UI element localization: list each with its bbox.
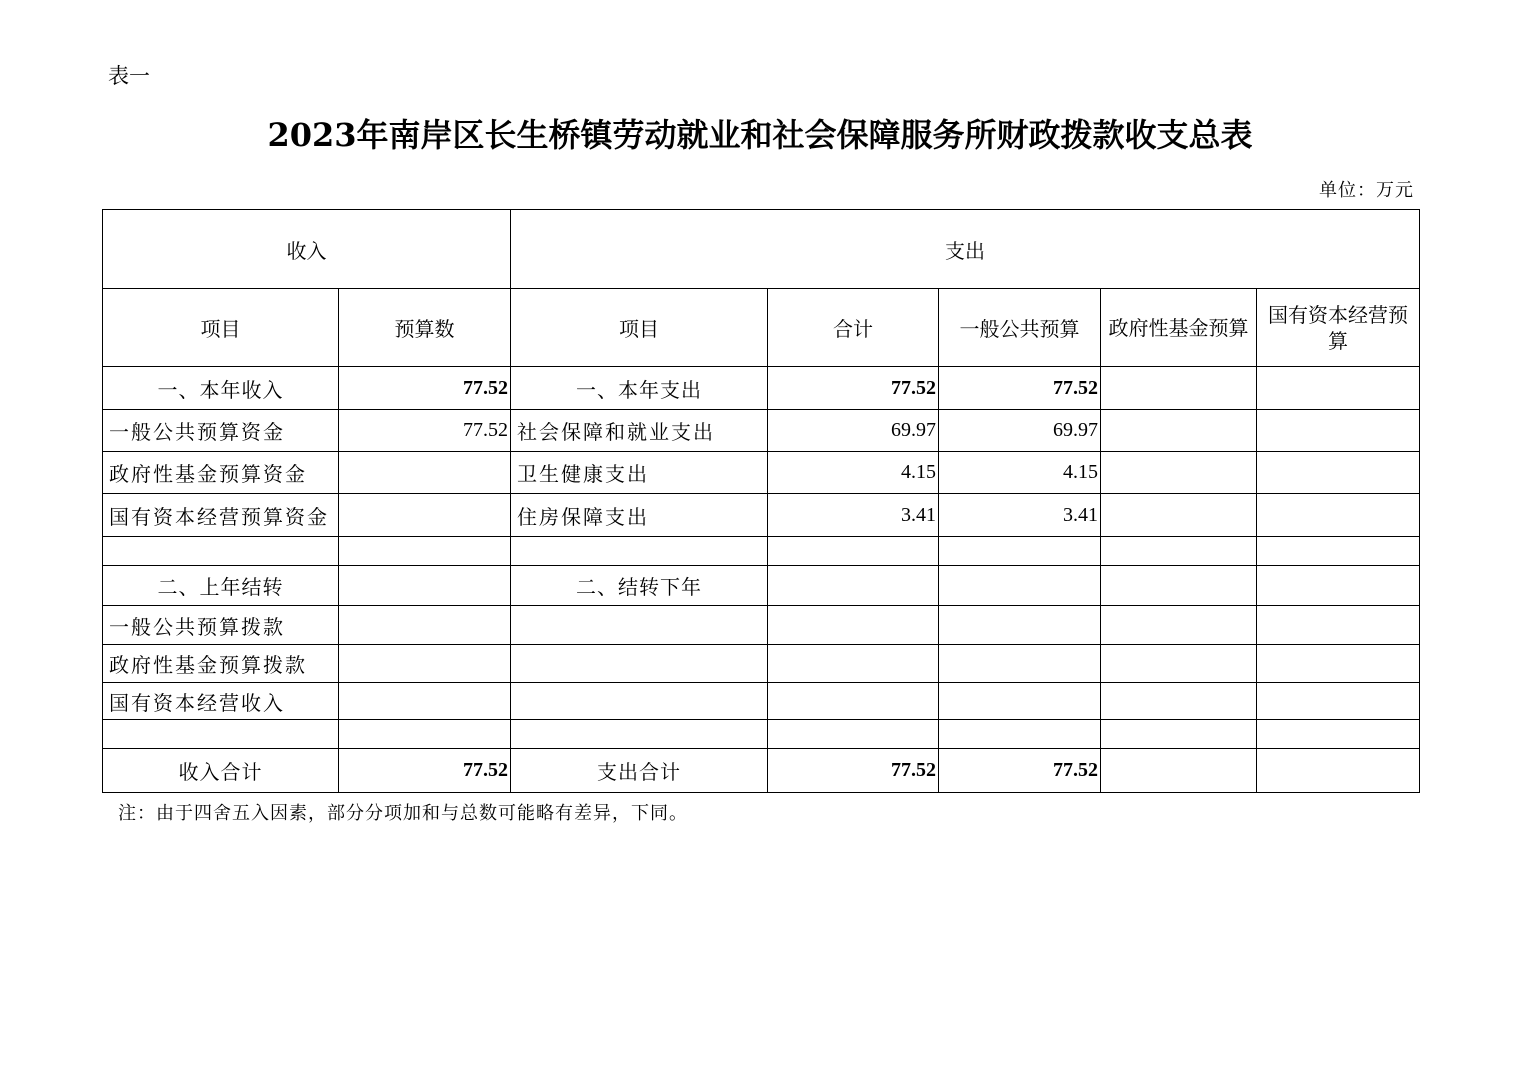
expense-state-cell — [1257, 720, 1420, 749]
expense-state-cell — [1257, 683, 1420, 720]
header-row-2 — [103, 289, 1420, 367]
income-total-value: 77.52 — [339, 749, 511, 793]
expense-general-cell: 4.15 — [939, 452, 1101, 494]
expense-general-cell — [939, 645, 1101, 683]
expense-total-label: 支出合计 — [511, 749, 768, 793]
expense-item-cell: 一、本年支出 — [511, 367, 768, 410]
income-header: 收入 — [103, 210, 511, 289]
expense-total-cell — [768, 720, 939, 749]
expense-item-cell — [511, 537, 768, 566]
expense-item-cell — [511, 720, 768, 749]
income-item-cell: 一般公共预算资金 — [103, 410, 339, 452]
gov-fund-header: 政府性基金预算 — [1101, 289, 1257, 367]
table-row — [103, 452, 1420, 494]
income-value-cell — [339, 494, 511, 537]
expense-total-header: 合计 — [768, 289, 939, 367]
expense-gov-cell — [1101, 410, 1257, 452]
expense-total-cell: 4.15 — [768, 452, 939, 494]
expense-total-cell — [768, 566, 939, 606]
income-item-cell: 二、上年结转 — [103, 566, 339, 606]
expense-state-cell — [1257, 452, 1420, 494]
expense-gov-cell — [1101, 720, 1257, 749]
state-capital-header: 国有资本经营预算 — [1257, 289, 1420, 367]
income-item-header: 项目 — [103, 289, 339, 367]
income-item-cell: 一般公共预算拨款 — [103, 606, 339, 645]
table-row — [103, 494, 1420, 537]
expense-general-total: 77.52 — [939, 749, 1101, 793]
expense-total-value: 77.52 — [768, 749, 939, 793]
income-item-cell: 一、本年收入 — [103, 367, 339, 410]
expense-item-cell: 社会保障和就业支出 — [511, 410, 768, 452]
income-item-cell — [103, 720, 339, 749]
income-value-cell — [339, 683, 511, 720]
income-item-cell: 政府性基金预算资金 — [103, 452, 339, 494]
expense-gov-cell — [1101, 566, 1257, 606]
income-item-cell: 政府性基金预算拨款 — [103, 645, 339, 683]
expense-gov-cell — [1101, 494, 1257, 537]
income-item-cell: 国有资本经营预算资金 — [103, 494, 339, 537]
expense-state-cell — [1257, 566, 1420, 606]
footnote: 注：由于四舍五入因素，部分分项加和与总数可能略有差异，下同。 — [118, 803, 688, 824]
expense-item-header: 项目 — [511, 289, 768, 367]
expense-gov-cell — [1101, 606, 1257, 645]
table-row — [103, 537, 1420, 566]
expense-total-cell: 3.41 — [768, 494, 939, 537]
expense-gov-cell — [1101, 645, 1257, 683]
table-row — [103, 410, 1420, 452]
table-row — [103, 720, 1420, 749]
expense-general-cell: 77.52 — [939, 367, 1101, 410]
unit-label: 单位：万元 — [1319, 180, 1414, 201]
expense-general-cell: 3.41 — [939, 494, 1101, 537]
expense-total-cell: 69.97 — [768, 410, 939, 452]
general-budget-header: 一般公共预算 — [939, 289, 1101, 367]
expense-item-cell — [511, 606, 768, 645]
expense-gov-cell — [1101, 367, 1257, 410]
expense-general-cell — [939, 720, 1101, 749]
expense-general-cell — [939, 683, 1101, 720]
income-value-cell — [339, 606, 511, 645]
expense-total-cell — [768, 683, 939, 720]
expense-gov-cell — [1101, 452, 1257, 494]
income-value-cell — [339, 566, 511, 606]
header-row-1 — [103, 210, 1420, 289]
expense-gov-cell — [1101, 537, 1257, 566]
total-row — [103, 749, 1420, 793]
budget-table — [102, 209, 1420, 793]
expense-state-cell — [1257, 606, 1420, 645]
expense-total-cell — [768, 537, 939, 566]
expense-total-cell — [768, 645, 939, 683]
expense-general-cell — [939, 537, 1101, 566]
expense-general-cell — [939, 566, 1101, 606]
table-row — [103, 645, 1420, 683]
expense-total-cell — [768, 606, 939, 645]
expense-gov-cell — [1101, 683, 1257, 720]
expense-state-cell — [1257, 410, 1420, 452]
expense-state-cell — [1257, 367, 1420, 410]
expense-gov-total — [1101, 749, 1257, 793]
expense-state-cell — [1257, 537, 1420, 566]
table-row — [103, 683, 1420, 720]
expense-item-cell: 卫生健康支出 — [511, 452, 768, 494]
income-value-cell — [339, 452, 511, 494]
income-budget-header: 预算数 — [339, 289, 511, 367]
income-value-cell — [339, 645, 511, 683]
table-row — [103, 606, 1420, 645]
income-value-cell — [339, 537, 511, 566]
expense-item-cell: 二、结转下年 — [511, 566, 768, 606]
income-total-label: 收入合计 — [103, 749, 339, 793]
income-value-cell — [339, 720, 511, 749]
income-item-cell — [103, 537, 339, 566]
income-item-cell: 国有资本经营收入 — [103, 683, 339, 720]
expense-item-cell: 住房保障支出 — [511, 494, 768, 537]
expense-state-cell — [1257, 645, 1420, 683]
table-row — [103, 566, 1420, 606]
income-value-cell: 77.52 — [339, 367, 511, 410]
expense-general-cell — [939, 606, 1101, 645]
expense-item-cell — [511, 645, 768, 683]
expense-item-cell — [511, 683, 768, 720]
table-row — [103, 367, 1420, 410]
expense-state-total — [1257, 749, 1420, 793]
table-label: 表一 — [108, 64, 150, 88]
income-value-cell: 77.52 — [339, 410, 511, 452]
expense-general-cell: 69.97 — [939, 410, 1101, 452]
expense-state-cell — [1257, 494, 1420, 537]
page-title: 2023年南岸区长生桥镇劳动就业和社会保障服务所财政拨款收支总表 — [267, 116, 1253, 154]
expense-header: 支出 — [511, 210, 1420, 289]
expense-total-cell: 77.52 — [768, 367, 939, 410]
